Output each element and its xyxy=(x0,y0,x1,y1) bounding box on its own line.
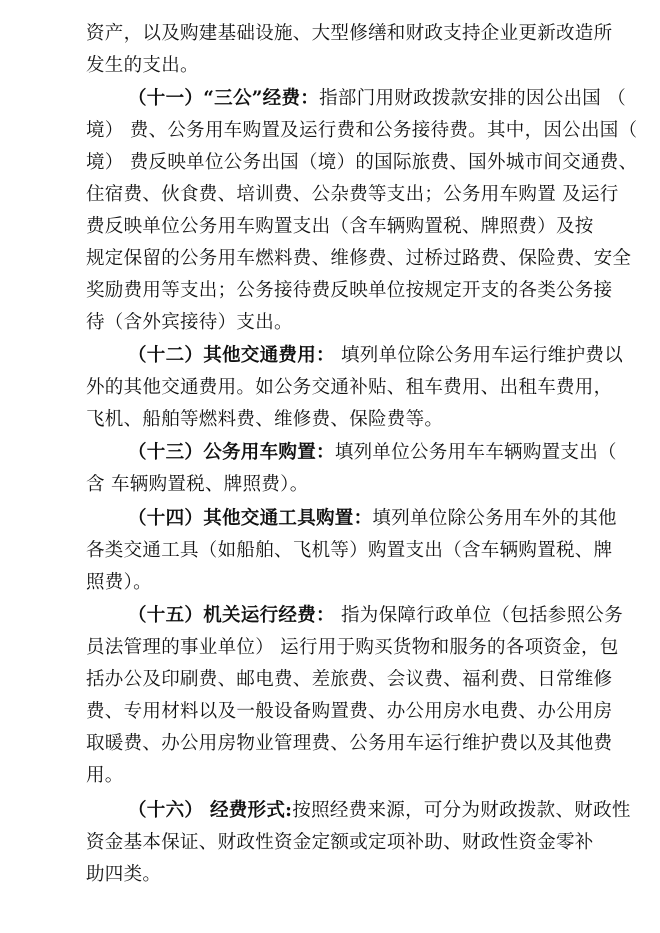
paragraph-line: 费反映单位公务用车购置支出（含车辆购置税、牌照费）及按 xyxy=(86,216,594,237)
section-heading-15: （十五）机关运行经费： xyxy=(128,605,335,626)
section-heading-line xyxy=(128,604,660,628)
section-heading-12: （十二）其他交通费用： xyxy=(128,345,335,366)
paragraph-line: 规定保留的公务用车燃料费、维修费、过桥过路费、保险费、安全 xyxy=(86,248,632,269)
paragraph-line: 照费）。 xyxy=(86,572,152,593)
section-heading-line xyxy=(128,799,660,823)
paragraph-line: 资金基本保证、财政性资金定额或定项补助、财政性资金零补 xyxy=(86,832,594,853)
paragraph-line: 待（含外宾接待）支出。 xyxy=(86,312,293,333)
paragraph-line: 助四类。 xyxy=(86,864,162,885)
section-heading-16: （十六） 经费形式: xyxy=(128,800,293,821)
paragraph-line: 取暖费、办公用房物业管理费、公务用车运行维护费以及其他费 xyxy=(86,733,613,754)
section-text: 填列单位公务用车车辆购置支出（ xyxy=(334,442,617,463)
paragraph-line: 境） 费反映单位公务出国（境）的国际旅费、国外城市间交通费、 xyxy=(86,152,638,173)
section-heading-line xyxy=(128,441,660,465)
paragraph-line: 奖励费用等支出；公务接待费反映单位按规定开支的各类公务接 xyxy=(86,280,613,301)
paragraph-line: 境） 费、公务用车购置及运行费和公务接待费。其中，因公出国（ xyxy=(86,120,638,141)
paragraph-line: 含 车辆购置税、牌照费）。 xyxy=(86,474,309,495)
section-text: 填列单位除公务用车外的其他 xyxy=(372,508,617,529)
section-heading-11: （十一）“三公”经费： xyxy=(128,88,320,109)
section-text: 填列单位除公务用车运行维护费以 xyxy=(334,345,623,366)
paragraph-line: 资产，以及购建基础设施、大型修缮和财政支持企业更新改造所 xyxy=(86,23,613,44)
section-heading-14: （十四）其他交通工具购置： xyxy=(128,508,373,529)
section-heading-line xyxy=(128,507,660,531)
paragraph-line: 括办公及印刷费、邮电费、差旅费、会议费、福利费、日常维修 xyxy=(86,669,613,690)
section-text: 指部门用财政拨款安排的因公出国 （ xyxy=(319,88,627,109)
section-heading-13: （十三）公务用车购置： xyxy=(128,442,335,463)
section-heading-line xyxy=(128,344,660,368)
paragraph-line: 发生的支出。 xyxy=(86,55,199,76)
paragraph-line: 各类交通工具（如船舶、飞机等）购置支出（含车辆购置税、牌 xyxy=(86,540,613,561)
paragraph-line: 用。 xyxy=(86,765,124,786)
paragraph-line: 费、专用材料以及一般设备购置费、办公用房水电费、办公用房 xyxy=(86,701,613,722)
paragraph-line: 员法管理的事业单位） 运行用于购买货物和服务的各项资金，包 xyxy=(86,637,619,658)
section-text: 按照经费来源，可分为财政拨款、财政性 xyxy=(292,800,631,821)
section-heading-line xyxy=(128,87,660,111)
paragraph-line: 飞机、船舶等燃料费、维修费、保险费等。 xyxy=(86,409,444,430)
paragraph-line: 住宿费、伙食费、培训费、公杂费等支出；公务用车购置 及运行 xyxy=(86,184,619,205)
paragraph-line: 外的其他交通费用。如公务交通补贴、租车费用、出租车费用， xyxy=(86,377,613,398)
section-text: 指为保障行政单位（包括参照公务 xyxy=(334,605,623,626)
